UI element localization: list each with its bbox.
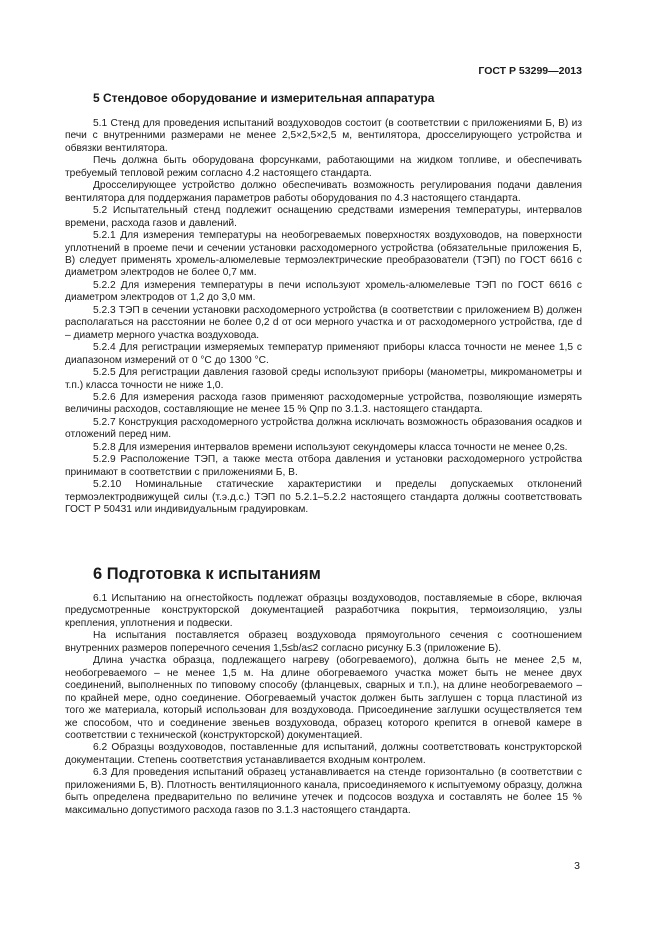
paragraph: Длина участка образца, подлежащего нагреву (обогреваемого), должна быть не менее 2,5 м, необогреваемого – не менее 1,5 м. На длине обогреваемого участка может быть не менее двух соединений, выполненных по типовому способу (фланцевых, сварных и т.п.), на длине необогреваемого – по крайней мере, одно соединение. Обогреваемый участок должен быть заглушен с торца пластиной из того же материала, который использован для воздуховода. Присоединение заглушки осуществляется тем же способом, что и соединение звеньев воздуховода, образец которого крепится в огневой камере в соответствии с технической (конструкторской) документацией. xyxy=(65,655,582,741)
paragraph: 5.2.9 Расположение ТЭП, а также места отбора давления и установки расходомерного устройства принимают в соответствии с приложениями Б, В. xyxy=(65,454,582,478)
paragraph: 5.2.3 ТЭП в сечении установки расходомерного устройства (в соответствии с приложением В) должен располагаться на расстоянии не более 0,2 d от оси мерного участка и от расходомерного устройства, где d – диаметр мерного участка воздуховода. xyxy=(65,304,582,341)
paragraph: На испытания поставляется образец воздуховода прямоугольного сечения с соотношением внутренних размеров поперечного сечения 1,5≤b/a≤2 согласно рисунку Б.3 (приложение Б). xyxy=(65,630,582,654)
section-6-body xyxy=(65,593,582,817)
paragraph: Печь должна быть оборудована форсунками, работающими на жидком топливе, и обеспечивать требуемый тепловой режим согласно 4.2 настоящего стандарта. xyxy=(65,155,582,179)
section-5-body xyxy=(65,118,582,517)
section-5-heading: 5 Стендовое оборудование и измерительная аппаратура xyxy=(93,91,435,105)
document-header: ГОСТ Р 53299—2013 xyxy=(478,65,582,77)
paragraph: 5.2 Испытательный стенд подлежит оснащению средствами измерения температуры, интервалов времени, расхода газов и давлений. xyxy=(65,205,582,229)
paragraph: 6.2 Образцы воздуховодов, поставленные для испытаний, должны соответствовать конструкторской документации. Степень соответствия устанавливается входным контролем. xyxy=(65,742,582,766)
page-number: 3 xyxy=(574,860,580,872)
paragraph: 5.2.8 Для измерения интервалов времени используют секундомеры класса точности не менее 0,2s. xyxy=(93,441,568,453)
paragraph: 6.1 Испытанию на огнестойкость подлежат образцы воздуховодов, поставляемые в сборе, включая предусмотренные конструкторской документацией разработчика покрытия, термоизоляцию, узлы крепления, уплотнения и подвески. xyxy=(65,593,582,629)
paragraph: 5.2.5 Для регистрации давления газовой среды используют приборы (манометры, микроманометры и т.п.) класса точности не ниже 1,0. xyxy=(65,367,582,391)
paragraph: 5.2.4 Для регистрации измеряемых температур применяют приборы класса точности не менее 1,5 с диапазоном измерений от 0 °С до 1300 °С. xyxy=(65,342,582,366)
paragraph: 5.2.10 Номинальные статические характеристики и пределы допускаемых отклонений термоэлектродвижущей силы (т.э.д.с.) ТЭП по 5.2.1–5.2.2 настоящего стандарта должны соответствовать ГОСТ Р 50431 или индивидуальным градуировкам. xyxy=(65,479,582,516)
paragraph: 5.2.7 Конструкция расходомерного устройства должна исключать возможность образования осадков и отложений перед ним. xyxy=(65,416,582,441)
paragraph: 5.2.1 Для измерения температуры на необогреваемых поверхностях воздуховодов, на поверхности уплотнений в проеме печи и сечении установки расходомерного устройства (обязательные приложения Б, В) следует применять хромель-алюмелевые термоэлектрические преобразователи (ТЭП) по ГОСТ 6616 с диаметром электродов не более 0,7 мм. xyxy=(65,230,582,279)
paragraph: 5.2.6 Для измерения расхода газов применяют расходомерные устройства, позволяющие измерять величины расходов, составляющие не менее 15 % Qпр по 3.1.3. настоящего стандарта. xyxy=(65,391,582,416)
paragraph: 5.2.2 Для измерения температуры в печи используют хромель-алюмелевые ТЭП по ГОСТ 6616 с диаметром электродов от 1,2 до 3,0 мм. xyxy=(65,279,582,304)
paragraph: Дросселирующее устройство должно обеспечивать возможность регулирования подачи давления вентилятора для поддержания параметров работы оборудования по 4.3 настоящего стандарта. xyxy=(65,180,582,204)
section-6-heading: 6 Подготовка к испытаниям xyxy=(93,565,321,583)
paragraph: 6.3 Для проведения испытаний образец устанавливается на стенде горизонтально (в соответствии с приложениями Б, В). Плотность вентиляционного канала, присоединяемого к испытуемому образцу, должна быть определена предварительно по величине утечек и подсосов воздуха и составлять не более 15 % максимально допустимого расхода газов по 3.1.3 настоящего стандарта. xyxy=(65,767,582,816)
paragraph: 5.1 Стенд для проведения испытаний воздуховодов состоит (в соответствии с приложениями Б, В) из печи с внутренними размерами не менее 2,5×2,5×2,5 м, вентилятора, дросселирующего устройства и обвязки вентилятора. xyxy=(65,118,582,154)
